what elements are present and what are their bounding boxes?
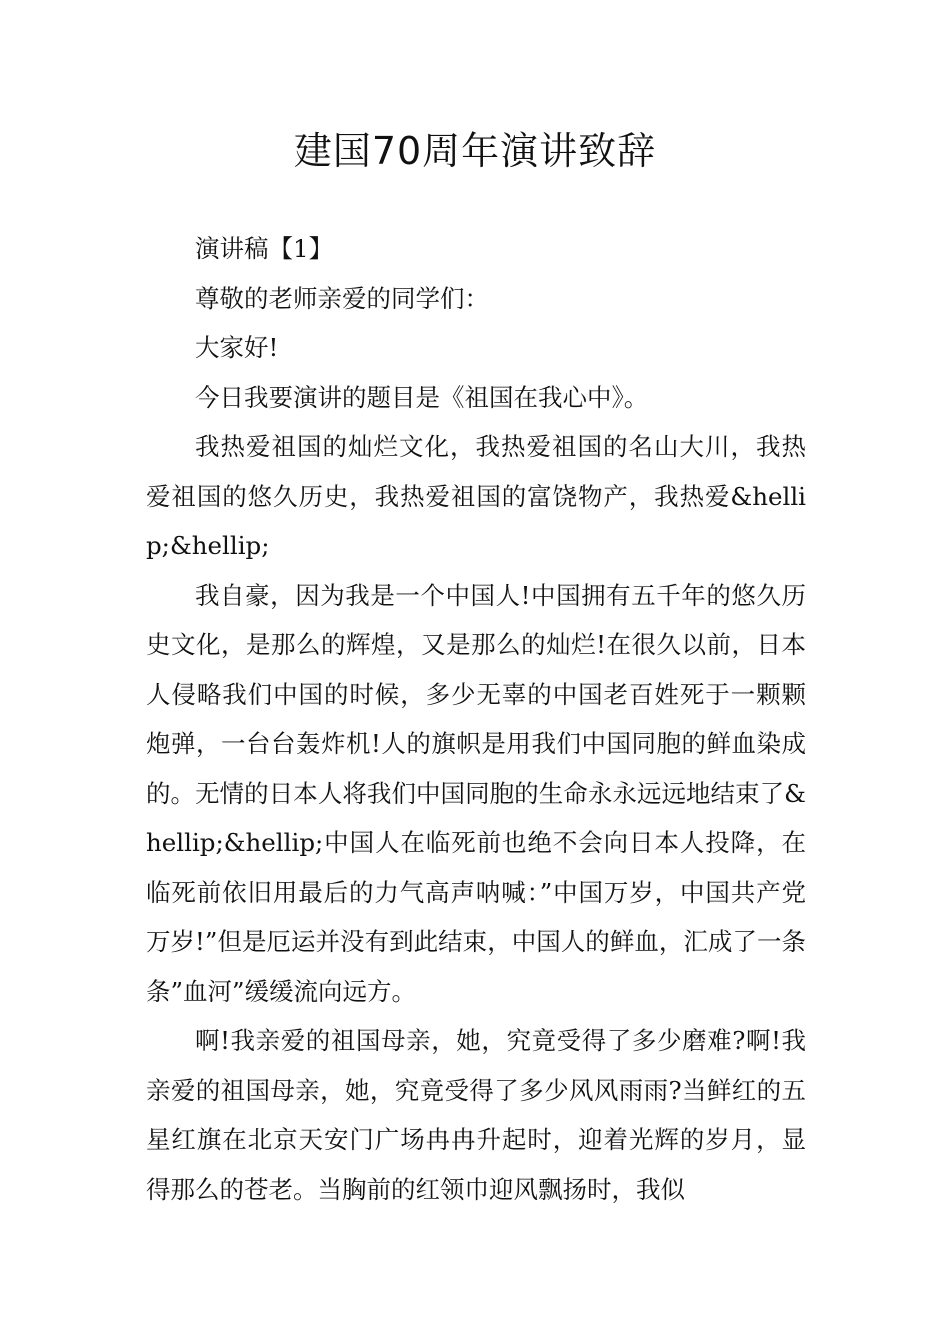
paragraph: 演讲稿【1】	[195, 234, 334, 263]
paragraph: 大家好!	[195, 333, 279, 362]
paragraph: 啊!我亲爱的祖国母亲，她，究竟受得了多少磨难?啊!我亲爱的祖国母亲，她，究竟受得了多少风风雨雨?当鲜红的五星红旗在北京天安门广场冉冉升起时，迎着光辉的岁月，显得那么的苍老。当胸前的红领巾迎风飘扬时，我似	[146, 1026, 806, 1204]
paragraph: 我自豪，因为我是一个中国人!中国拥有五千年的悠久历史文化，是那么的辉煌，又是那么的灿烂!在很久以前，日本人侵略我们中国的时候，多少无辜的中国老百姓死于一颗颗炮弹，一台台轰炸机!人的旗帜是用我们中国同胞的鲜血染成的。无情的日本人将我们中国同胞的生命永永远远地结束了&hellip;&hellip;中国人在临死前也绝不会向日本人投降，在临死前依旧用最后的力气高声呐喊：”中国万岁，中国共产党万岁!”但是厄运并没有到此结束，中国人的鲜血，汇成了一条条”血河”缓缓流向远方。	[146, 580, 806, 1006]
paragraph: 今日我要演讲的题目是《祖国在我心中》。	[195, 382, 649, 412]
document-title: 建国70周年演讲致辞	[293, 129, 657, 173]
document-body	[146, 224, 806, 1214]
paragraph: 尊敬的老师亲爱的同学们：	[195, 283, 489, 313]
paragraph: 我热爱祖国的灿烂文化，我热爱祖国的名山大川，我热爱祖国的悠久历史，我热爱祖国的富饶物产，我热爱&hellip;&hellip;	[146, 432, 806, 560]
